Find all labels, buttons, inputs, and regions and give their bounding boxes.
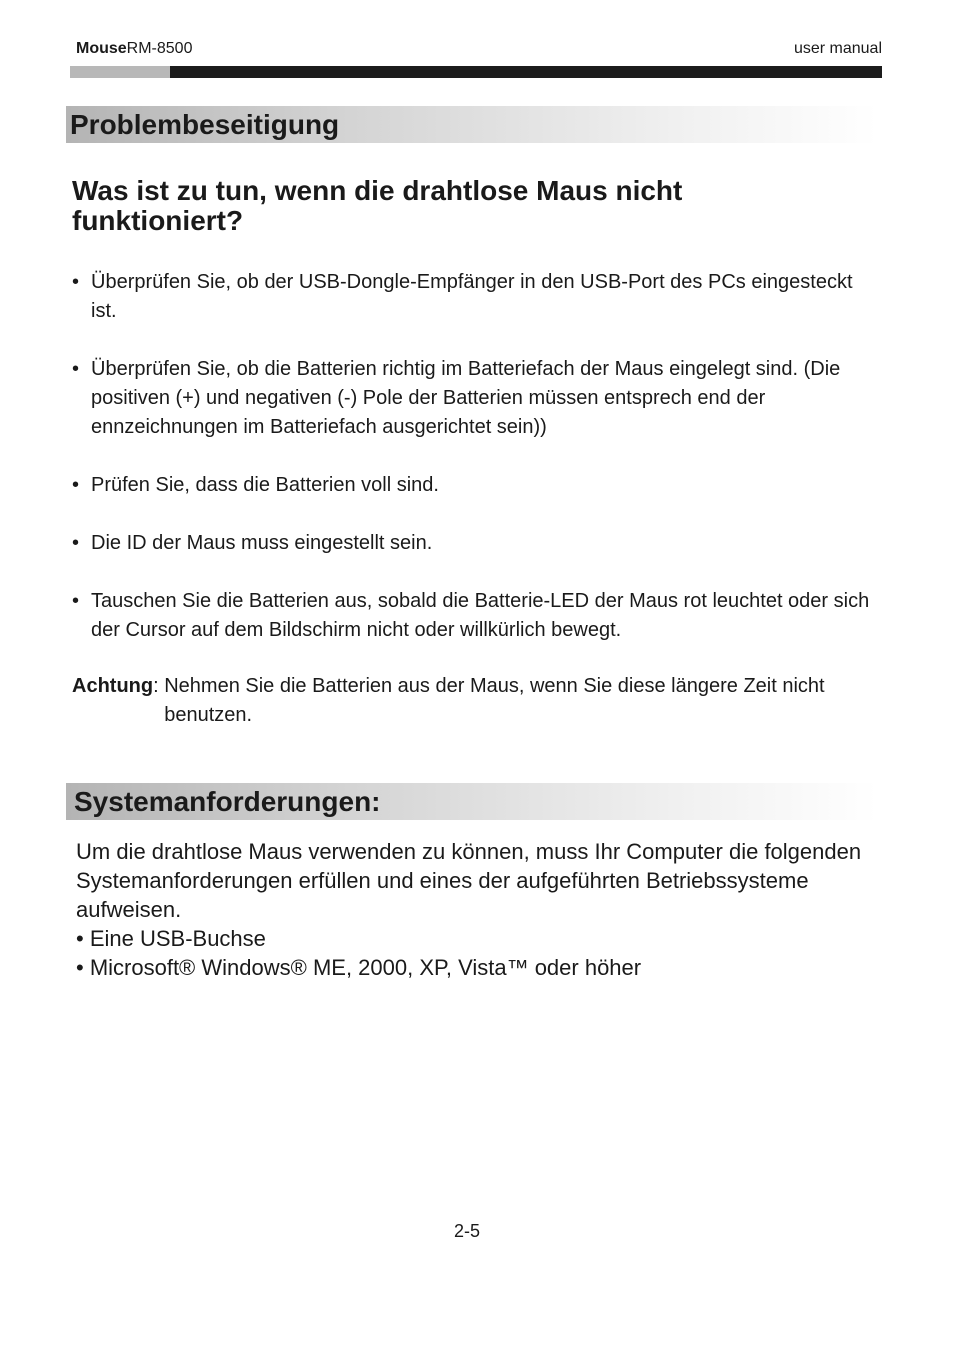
section-heading-troubleshooting [66, 106, 878, 143]
list-item-text: Prüfen Sie, dass die Batterien voll sind. [91, 474, 439, 496]
header-rule [70, 66, 882, 78]
section-heading-system-requirements [66, 783, 878, 820]
list-item [72, 529, 882, 558]
list-item [72, 268, 882, 326]
list-item-text: Überprüfen Sie, ob die Batterien richtig im Batteriefach der Maus eingelegt sind. (Die positiven (+) und negativen (-) Pole der Batterien müssen entsprech end der ennzeichnungen im Batteriefach ausgerichtet sein)) [91, 358, 841, 438]
section-title: Problembeseitigung [70, 109, 340, 140]
bullet-glyph: • [72, 532, 80, 554]
document-type: user manual [793, 40, 882, 57]
section-title: Systemanforderungen: [74, 786, 381, 817]
bullet-glyph: • [72, 271, 80, 293]
list-item [72, 355, 882, 442]
system-requirements-body [76, 837, 866, 982]
page-number: 2-5 [453, 1221, 480, 1241]
bullet-glyph: • [72, 474, 80, 496]
troubleshooting-list [72, 268, 882, 674]
caution-note [72, 672, 882, 730]
list-item-text: Überprüfen Sie, ob der USB-Dongle-Empfänger in den USB-Port des PCs eingesteckt ist. [91, 271, 853, 322]
bullet-glyph: • [72, 590, 80, 612]
list-item-text: Die ID der Maus muss eingestellt sein. [91, 532, 433, 554]
list-item [72, 587, 882, 645]
caution-separator: : [153, 675, 165, 697]
list-item [72, 471, 882, 500]
requirement-item: • Microsoft® Windows® ME, 2000, XP, Vista™ oder höher [76, 955, 642, 980]
list-item-text: Tauschen Sie die Batterien aus, sobald die Batterie-LED der Maus rot leuchtet oder sich der Cursor auf dem Bildschirm nicht oder willkürlich bewegt. [91, 590, 870, 641]
product-name [76, 38, 192, 60]
caution-label: Achtung [72, 675, 154, 697]
page-header [76, 38, 882, 60]
brand-name: Mouse [76, 40, 127, 57]
system-requirements-intro: Um die drahtlose Maus verwenden zu können, muss Ihr Computer die folgenden Systemanforderungen erfüllen und eines der aufgeführten Betriebssysteme aufweisen. [76, 839, 862, 922]
caution-text: Nehmen Sie die Batterien aus der Maus, wenn Sie diese längere Zeit nicht benutzen. [164, 675, 825, 726]
troubleshooting-question: Was ist zu tun, wenn die drahtlose Maus nicht funktioniert? [72, 175, 683, 236]
model-number: RM-8500 [126, 40, 193, 57]
requirement-item: • Eine USB-Buchse [76, 926, 266, 951]
header-rule-light [70, 66, 170, 78]
bullet-glyph: • [72, 358, 80, 380]
header-rule-dark [170, 66, 882, 78]
